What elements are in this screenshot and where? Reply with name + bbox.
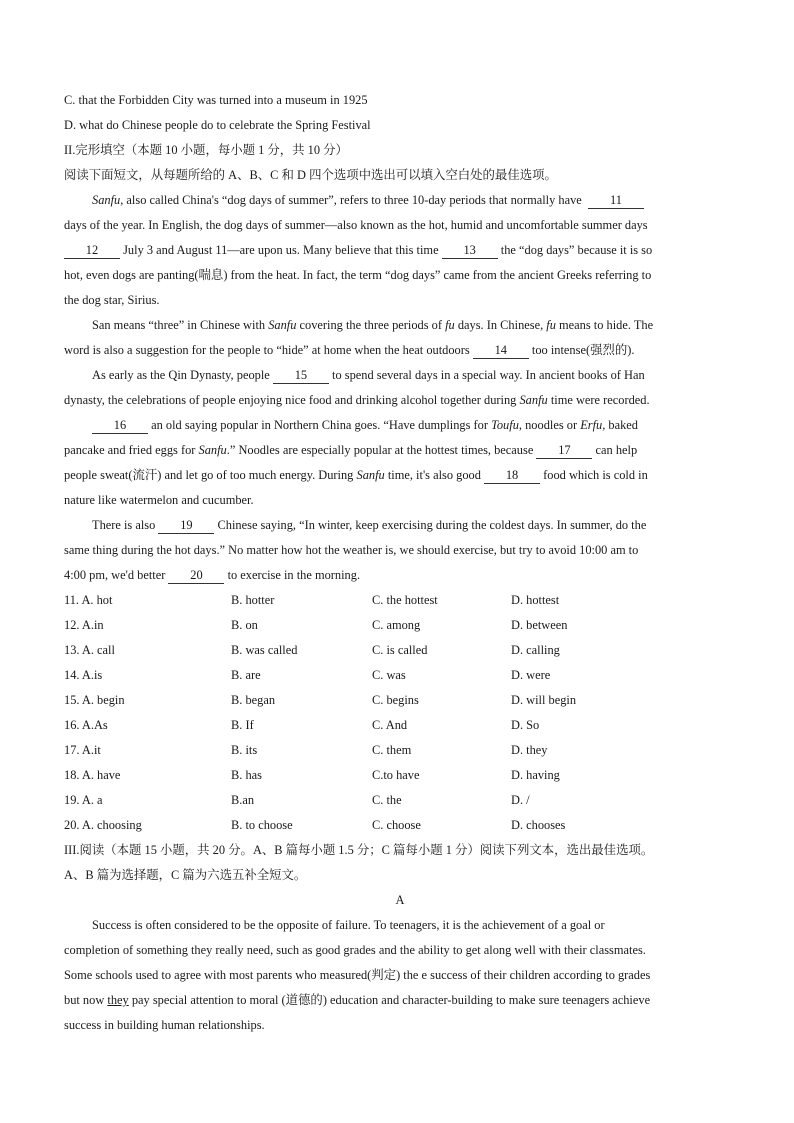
p2-line2: word is also a suggestion for the people to “hide” at home when the heat outdoors 14 too intense(强烈的). xyxy=(64,343,635,357)
blank-15: 15 xyxy=(273,367,329,384)
blank-14: 14 xyxy=(473,342,529,359)
blank-20: 20 xyxy=(168,567,224,584)
p1-line4: hot, even dogs are panting(喘息) from the heat. In fact, the term “dog days” came from the ancient Greeks referring to xyxy=(64,268,652,282)
prev-option-c: C. that the Forbidden City was turned into a museum in 1925 xyxy=(64,93,368,107)
blank-17: 17 xyxy=(536,442,592,459)
p4-line4: nature like watermelon and cucumber. xyxy=(64,493,254,507)
p4-line2: pancake and fried eggs for Sanfu.” Noodles are especially popular at the hottest times, because 17 can help xyxy=(64,443,638,457)
blank-19: 19 xyxy=(158,517,214,534)
prev-option-d: D. what do Chinese people do to celebrate the Spring Festival xyxy=(64,118,371,132)
p5-line2: same thing during the hot days.” No matter how hot the weather is, we should exercise, but try to avoid 10:00 am to xyxy=(64,543,639,557)
question-20-options: 20. A. choosing B. to choose C. choose D. chooses xyxy=(64,818,566,832)
p1-line5: the dog star, Sirius. xyxy=(64,293,160,307)
passage-a-title: A xyxy=(395,893,405,907)
exam-page xyxy=(64,88,736,1038)
question-11-options: 11. A. hot B. hotter C. the hottest D. hottest xyxy=(64,593,560,607)
question-14-options: 14. A.is B. are C. was D. were xyxy=(64,668,551,682)
section2-heading: II.完形填空（本题 10 小题，每小题 1 分，共 10 分） xyxy=(64,143,348,157)
blank-16: 16 xyxy=(92,417,148,434)
p4-line3: people sweat(流汗) and let go of too much energy. During Sanfu time, it's also good 18 food which is cold in xyxy=(64,468,648,482)
blank-11: 11 xyxy=(588,192,644,209)
p1-line1: Sanfu, also called China's “dog days of summer”, refers to three 10-day periods that normally have 11 xyxy=(64,188,736,213)
question-15-options: 15. A. begin B. began C. begins D. will begin xyxy=(64,693,577,707)
question-17-options: 17. A.it B. its C. them D. they xyxy=(64,743,548,757)
section3-heading: III.阅读（本题 15 小题，共 20 分。A、B 篇每小题 1.5 分；C 篇每小题 1 分）阅读下列文本，选出最佳选项。 xyxy=(64,843,654,857)
question-19-options: 19. A. a B.an C. the D. / xyxy=(64,793,530,807)
p3-line1: As early as the Qin Dynasty, people 15 to spend several days in a special way. In ancient books of Han xyxy=(92,368,645,382)
underlined-they: they xyxy=(107,993,129,1007)
blank-13: 13 xyxy=(442,242,498,259)
passage-a-line1: Success is often considered to be the opposite of failure. To teenagers, it is the achievement of a goal or xyxy=(92,918,605,932)
blank-12: 12 xyxy=(64,242,120,259)
passage-a-line5: success in building human relationships. xyxy=(64,1018,265,1032)
blank-18: 18 xyxy=(484,467,540,484)
question-16-options: 16. A.As B. If C. And D. So xyxy=(64,718,540,732)
question-12-options: 12. A.in B. on C. among D. between xyxy=(64,618,568,632)
p1-line2: days of the year. In English, the dog days of summer—also known as the hot, humid and uncomfortable summer days xyxy=(64,218,648,232)
p4-line1: 16 an old saying popular in Northern China goes. “Have dumplings for Toufu, noodles or Erfu, baked xyxy=(64,413,736,438)
p5-line3: 4:00 pm, we'd better 20 to exercise in the morning. xyxy=(64,568,361,582)
p5-line1: There is also 19 Chinese saying, “In winter, keep exercising during the coldest days. In summer, do the xyxy=(92,518,647,532)
passage-a-line2: completion of something they really need, such as good grades and the ability to get along well with their classmates. xyxy=(64,943,646,957)
section3-subheading: A、B 篇为选择题，C 篇为六选五补全短文。 xyxy=(64,868,307,882)
p1-line3: 12 July 3 and August 11—are upon us. Many believe that this time 13 the “dog days” because it is so xyxy=(64,238,736,263)
passage-a-line3: Some schools used to agree with most parents who measured(判定) the e success of their children according to grades xyxy=(64,968,651,982)
question-13-options: 13. A. call B. was called C. is called D. calling xyxy=(64,643,560,657)
question-18-options: 18. A. have B. has C.to have D. having xyxy=(64,768,560,782)
passage-a-line4: but now they pay special attention to moral (道德的) education and character-building to make sure teenagers achieve xyxy=(64,993,651,1007)
p2-line1: San means “three” in Chinese with Sanfu covering the three periods of fu days. In Chinese, fu means to hide. The xyxy=(92,318,654,332)
section2-instruction: 阅读下面短文，从每题所给的 A、B、C 和 D 四个选项中选出可以填入空白处的最佳选项。 xyxy=(64,168,557,182)
term-sanfu: Sanfu xyxy=(92,193,121,207)
p3-line2: dynasty, the celebrations of people enjoying nice food and drinking alcohol together during Sanfu time were recorded. xyxy=(64,393,650,407)
